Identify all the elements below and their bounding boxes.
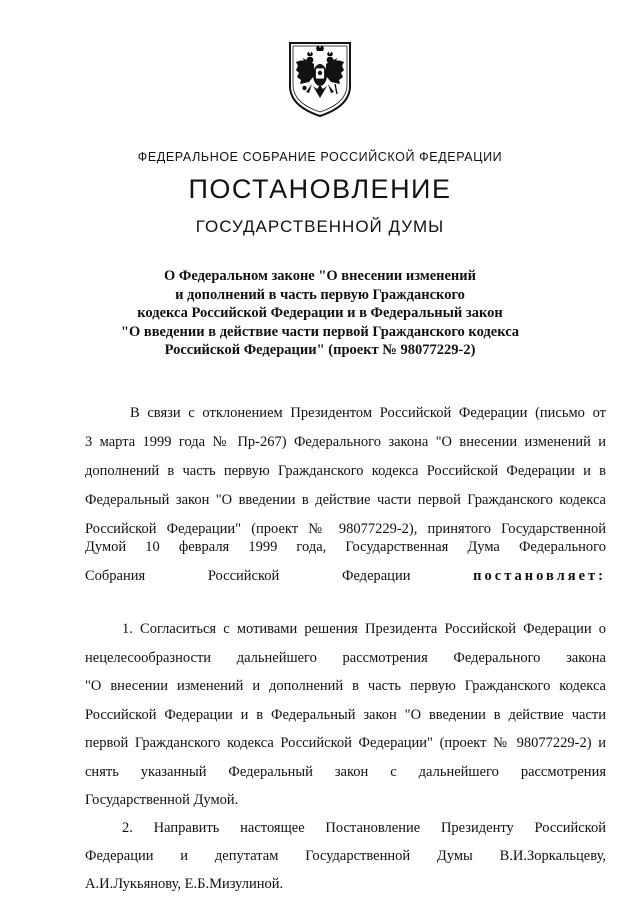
body-line-text: Собрания Российской Федерации	[85, 568, 411, 584]
body-line: дополнений в часть первую Гражданского кодекса Российской Федерации и в	[85, 463, 606, 479]
body-line: Думой 10 февраля 1999 года, Государственная Дума Федерального	[85, 539, 606, 555]
document-type: ПОСТАНОВЛЕНИЕ	[188, 174, 452, 204]
body-line: снять указанный Федеральный закон с дальнейшего рассмотрения	[85, 764, 606, 780]
coat-of-arms-emblem	[287, 40, 353, 118]
body-line: Федерации и депутатам Государственной Думы В.И.Зоркальцеву,	[85, 848, 606, 864]
body-line: Российской Федерации" (проект № 98077229-2), принятого Государственной	[85, 521, 606, 537]
subject-line: Российской Федерации" (проект № 98077229-2)	[164, 342, 476, 358]
double-headed-eagle-icon	[287, 40, 353, 118]
body-line: первой Гражданского кодекса Российской Федерации" (проект № 98077229-2) и	[85, 735, 606, 751]
body-line: 2. Направить настоящее Постановление Президенту Российской	[122, 820, 606, 836]
operative-word: постановляет:	[473, 568, 606, 584]
body-line: 1. Согласиться с мотивами решения Президента Российской Федерации о	[122, 621, 606, 637]
document-subject	[0, 267, 640, 360]
body-line: 3 марта 1999 года № Пр-267) Федерального закона "О внесении изменений и	[85, 434, 606, 450]
issuing-body: ГОСУДАРСТВЕННОЙ ДУМЫ	[195, 217, 445, 236]
body-line-closing	[85, 568, 606, 590]
subject-line: кодекса Российской Федерации и в Федеральный закон	[137, 305, 503, 321]
body-line: Государственной Думой.	[85, 792, 239, 808]
body-line: Российской Федерации и в Федеральный закон "О введении в действие части	[85, 707, 606, 723]
body-line: А.И.Лукьянову, Е.Б.Мизулиной.	[85, 876, 284, 892]
parliament-name: ФЕДЕРАЛЬНОЕ СОБРАНИЕ РОССИЙСКОЙ ФЕДЕРАЦИИ	[137, 150, 503, 164]
body-line: нецелесообразности дальнейшего рассмотрения Федерального закона	[85, 650, 606, 666]
body-line: Федеральный закон "О введении в действие части первой Гражданского кодекса	[85, 492, 606, 508]
body-line: "О внесении изменений и дополнений в часть первую Гражданского кодекса	[85, 678, 606, 694]
body-line: В связи с отклонением Президентом Российской Федерации (письмо от	[130, 405, 606, 421]
subject-line: "О введении в действие части первой Гражданского кодекса	[120, 323, 520, 340]
subject-line: О Федеральном законе "О внесении изменений	[164, 268, 476, 284]
subject-line: и дополнений в часть первую Гражданского	[175, 286, 465, 303]
